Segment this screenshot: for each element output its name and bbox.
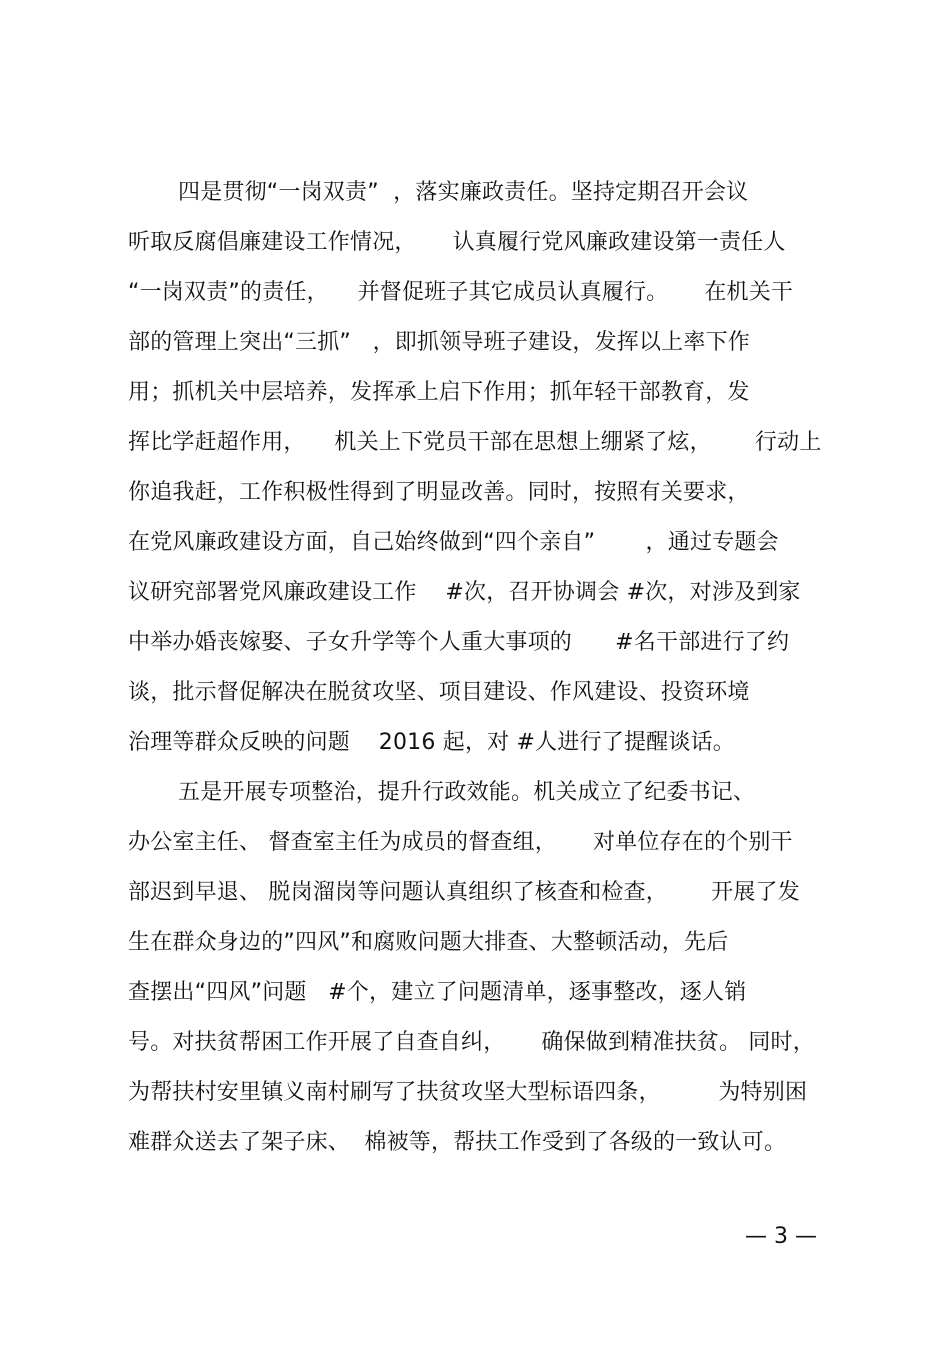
- paragraph-1-line-1: 四是贯彻“一岗双责” ，落实廉政责任。坚持定期召开会议: [178, 180, 749, 205]
- paragraph-1-line-8: 在党风廉政建设方面，自己始终做到“四个亲自” ，通过专题会: [128, 530, 779, 555]
- paragraph-1-line-11: 谈，批示督促解决在脱贫攻坚、项目建设、作风建设、投资环境: [128, 680, 750, 705]
- paragraph-1-line-5: 用；抓机关中层培养，发挥承上启下作用；抓年轻干部教育，发: [128, 380, 750, 405]
- paragraph-2-line-1: 五是开展专项整治，提升行政效能。机关成立了纪委书记、: [178, 780, 756, 805]
- paragraph-2-line-4: 生在群众身边的”四风”和腐败问题大排查、大整顿活动，先后: [128, 930, 729, 955]
- paragraph-1-line-12: 治理等群众反映的问题 2016 起，对 #人进行了提醒谈话。: [128, 730, 735, 755]
- paragraph-1-line-2: 听取反腐倡廉建设工作情况， 认真履行党风廉政建设第一责任人: [128, 230, 786, 255]
- paragraph-2-line-6: 号。对扶贫帮困工作开展了自查自纠， 确保做到精准扶贫。 同时，: [128, 1030, 815, 1055]
- paragraph-1-line-9: 议研究部署党风廉政建设工作 #次，召开协调会 #次，对涉及到家: [128, 580, 801, 605]
- paragraph-1-line-3: “一岗双责”的责任， 并督促班子其它成员认真履行。 在机关干: [128, 280, 794, 305]
- paragraph-2-line-8: 难群众送去了架子床、 棉被等，帮扶工作受到了各级的一致认可。: [128, 1130, 787, 1155]
- page-number: — 3 —: [745, 1224, 817, 1249]
- paragraph-1-line-6: 挥比学赶超作用， 机关上下党员干部在思想上绷紧了炫， 行动上: [128, 430, 822, 455]
- paragraph-2-line-2: 办公室主任、 督查室主任为成员的督查组， 对单位存在的个别干: [128, 830, 793, 855]
- paragraph-2-line-3: 部迟到早退、 脱岗溜岗等问题认真组织了核查和检查， 开展了发: [128, 880, 800, 905]
- paragraph-2-line-5: 查摆出“四风”问题 #个，建立了问题清单，逐事整改，逐人销: [128, 980, 747, 1005]
- paragraph-2-line-7: 为帮扶村安里镇义南村刷写了扶贫攻坚大型标语四条， 为特别困: [128, 1080, 808, 1105]
- paragraph-1-line-4: 部的管理上突出“三抓” ，即抓领导班子建设，发挥以上率下作: [128, 330, 750, 355]
- paragraph-1-line-7: 你追我赶，工作积极性得到了明显改善。同时，按照有关要求，: [128, 480, 750, 505]
- paragraph-1-line-10: 中举办婚丧嫁娶、子女升学等个人重大事项的 #名干部进行了约: [128, 630, 790, 655]
